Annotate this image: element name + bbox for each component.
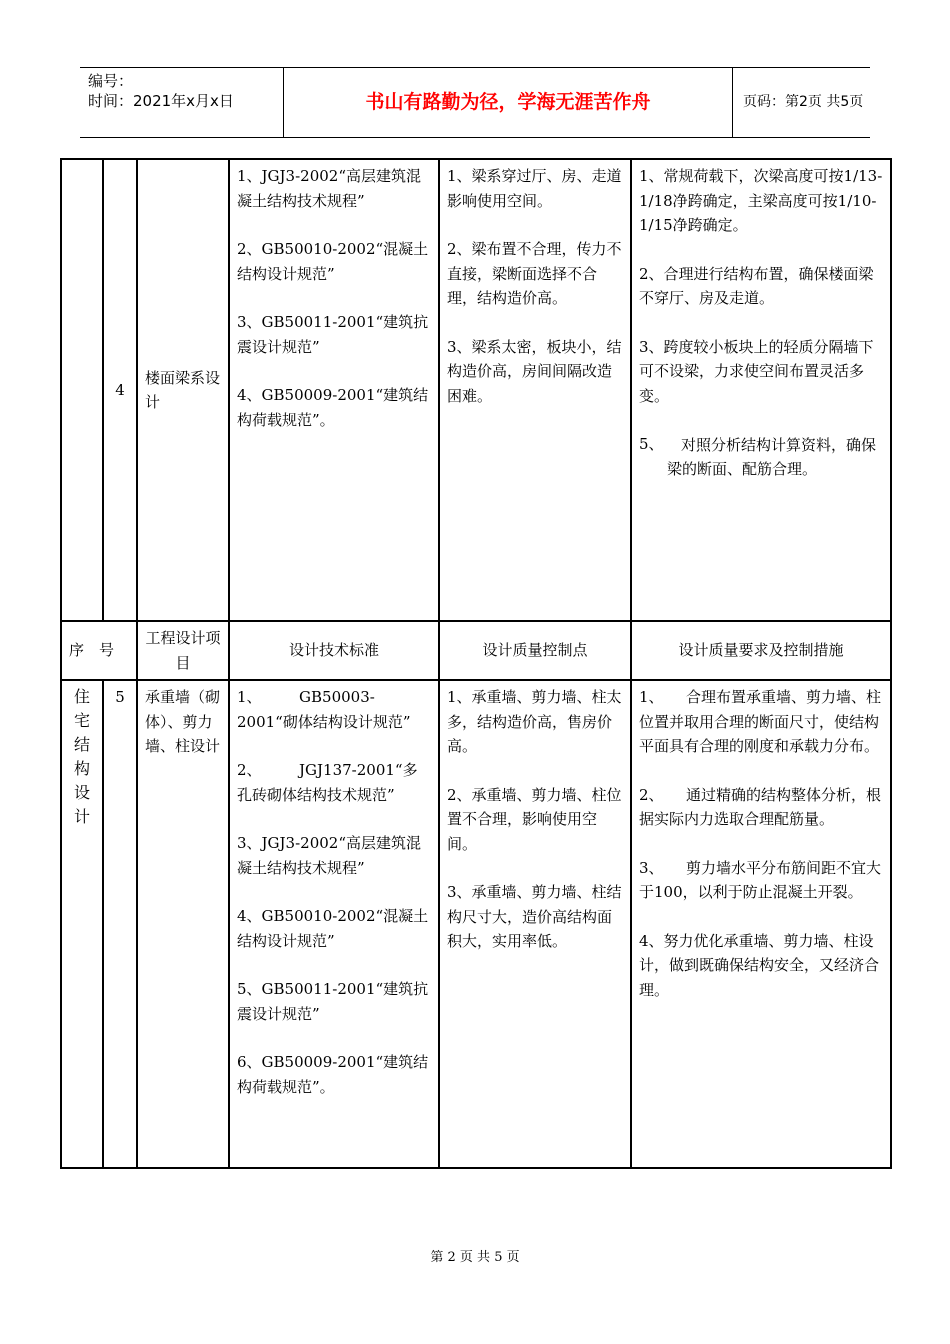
row5-standards-cell <box>229 680 439 1168</box>
table-row-4 <box>61 159 891 621</box>
page-footer: 第 2 页 共 5 页 <box>430 1250 520 1265</box>
row4-measures-cell <box>631 159 891 621</box>
row4-standards-cell <box>229 159 439 621</box>
row5-standard-1: 1、 GB50003-2001“砌体结构设计规范” <box>237 688 411 731</box>
time-label: 时间：2021年x月x日 <box>88 92 234 110</box>
row4-project: 楼面梁系设计 <box>137 159 229 621</box>
header-seq: 序 号 <box>61 621 137 680</box>
row4-category-cell <box>61 159 103 621</box>
row5-control-cell <box>439 680 631 1168</box>
row4-measure-5-number: 5、 <box>639 435 664 453</box>
table-header-row <box>61 621 891 680</box>
row4-control-2: 2、梁布置不合理，传力不直接，梁断面选择不合理，结构造价高。 <box>447 240 622 307</box>
row4-measure-2: 2、合理进行结构布置，确保楼面梁不穿厅、房及走道。 <box>639 264 874 307</box>
row5-measure-4: 4、努力优化承重墙、剪力墙、柱设计，做到既确保结构安全，又经济合理。 <box>639 931 880 999</box>
row5-project: 承重墙（砌体）、剪力墙、柱设计 <box>137 680 229 1168</box>
row5-control-3: 3、承重墙、剪力墙、柱结构尺寸大，造价高结构面积大，实用率低。 <box>447 883 622 950</box>
row5-standard-3: 3、JGJ3-2002“高层建筑混凝土结构技术规程” <box>237 834 422 877</box>
header-measures: 设计质量要求及控制措施 <box>631 621 891 680</box>
row4-measure-3: 3、跨度较小板块上的轻质分隔墙下可不设梁，力求使空间布置灵活多变。 <box>639 337 874 405</box>
row4-control-1: 1、梁系穿过厅、房、走道影响使用空间。 <box>447 167 622 210</box>
row4-standard-1: 1、JGJ3-2002“高层建筑混凝土结构技术规程” <box>237 167 422 210</box>
row4-measure-1: 1、常规荷载下，次梁高度可按1/13-1/18净跨确定，主梁高度可按1/10-1/15净跨确定。 <box>639 167 883 234</box>
row5-category: 住宅结构设计 <box>74 687 91 826</box>
design-quality-table <box>60 158 892 1169</box>
row4-measure-5-text: 对照分析结构计算资料，确保梁的断面、配筋合理。 <box>667 435 877 478</box>
row4-control-cell <box>439 159 631 621</box>
row5-index: 5 <box>103 680 137 1168</box>
page-header <box>80 67 870 138</box>
header-motto: 书山有路勤为径，学海无涯苦作舟 <box>283 68 733 137</box>
row5-measures-cell <box>631 680 891 1168</box>
header-meta <box>80 68 283 137</box>
header-project: 工程设计项目 <box>137 621 229 680</box>
row5-category-cell <box>61 680 103 1168</box>
row5-control-2: 2、承重墙、剪力墙、柱位置不合理，影响使用空间。 <box>447 785 622 853</box>
number-label: 编号： <box>88 72 134 90</box>
row4-standard-4: 4、GB50009-2001“建筑结构荷载规范”。 <box>237 386 429 429</box>
header-control: 设计质量控制点 <box>439 621 631 680</box>
row5-measure-2: 2、 通过精确的结构整体分析，根据实际内力选取合理配筋量。 <box>639 785 882 828</box>
row5-standard-4: 4、GB50010-2002“混凝土结构设计规范” <box>237 907 429 950</box>
row5-standard-5: 5、GB50011-2001“建筑抗震设计规范” <box>237 980 429 1023</box>
header-page-label: 页码：第2页 共5页 <box>743 94 864 110</box>
row5-measure-1: 1、 合理布置承重墙、剪力墙、柱位置并取用合理的断面尺寸，使结构平面具有合理的刚度和承载力分布。 <box>639 688 882 755</box>
row4-standard-2: 2、GB50010-2002“混凝土结构设计规范” <box>237 240 429 283</box>
row4-index: 4 <box>103 159 137 621</box>
table-row-5 <box>61 680 891 1168</box>
row5-control-1: 1、承重墙、剪力墙、柱太多，结构造价高，售房价高。 <box>447 688 622 755</box>
row5-standard-2: 2、 JGJ137-2001“多孔砖砌体结构技术规范” <box>237 761 418 804</box>
row4-measure-5 <box>639 432 883 482</box>
row4-standard-3: 3、GB50011-2001“建筑抗震设计规范” <box>237 313 429 356</box>
row5-measure-3: 3、 剪力墙水平分布筋间距不宜大于100，以利于防止混凝土开裂。 <box>639 858 882 901</box>
row5-standard-6: 6、GB50009-2001“建筑结构荷载规范”。 <box>237 1053 429 1096</box>
header-standard: 设计技术标准 <box>229 621 439 680</box>
row4-control-3: 3、梁系太密，板块小，结构造价高，房间间隔改造困难。 <box>447 337 622 405</box>
